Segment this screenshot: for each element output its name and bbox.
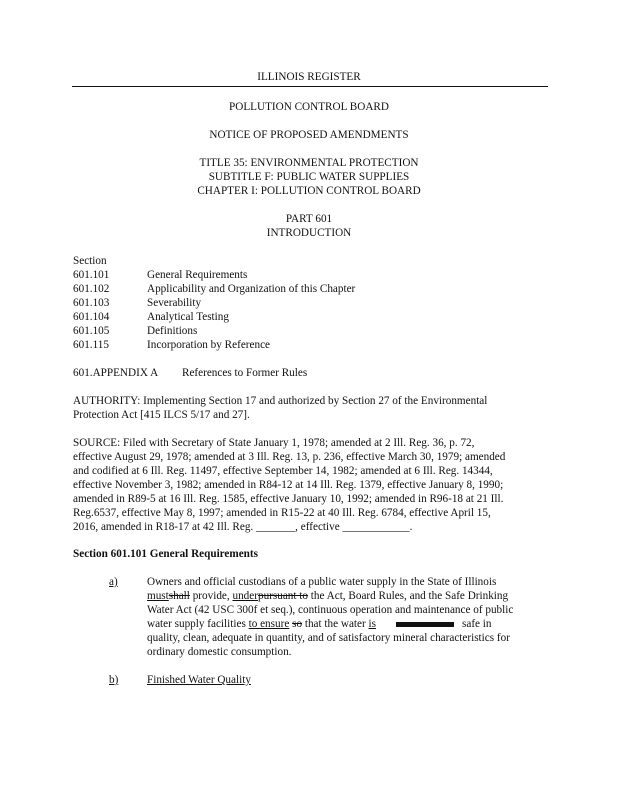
toc-row-title: General Requirements [147,269,248,281]
subsection-a-line: ordinary domestic consumption. [147,646,292,658]
register-header: ILLINOIS REGISTER [257,71,361,83]
toc-heading: Section [73,255,107,267]
toc-row-number: 601.105 [73,325,110,337]
part-line: PART 601 [285,213,333,225]
source-line: amended in R89-5 at 16 Ill. Reg. 1585, effective January 10, 1992; amended in R96-18 at 21 Ill. [73,493,504,505]
toc-row-number: 601.115 [73,339,109,351]
source-line: and codified at 6 Ill. Reg. 11497, effective September 14, 1982; amended at 6 Ill. Reg. 14344, [73,465,493,477]
toc-row-title: Incorporation by Reference [147,339,271,351]
source-line: Reg.6537, effective May 8, 1997; amended in R15-22 at 40 Ill. Reg. 6784, effective April 15, [73,507,491,519]
inserted-text: is [368,618,376,630]
section-heading: Section 601.101 General Requirements [73,548,258,560]
appendix-number: 601.APPENDIX A [73,367,159,379]
subsection-b-title: Finished Water Quality [147,674,251,686]
source-line: effective November 3, 1982; amended in R84-12 at 14 Ill. Reg. 1379, effective January 8, 1990; [73,479,504,491]
inserted-text: must [147,590,169,602]
chapter-line: CHAPTER I: POLLUTION CONTROL BOARD [197,185,421,197]
toc-row-title: Severability [147,297,202,309]
subsection-a-line: water supply facilities to ensure so that the water is safe in [147,618,492,630]
struck-text: so [292,618,303,630]
struck-text: shall [168,590,190,602]
toc-row-title: Applicability and Organization of this Chapter [147,283,356,295]
inserted-text: to ensure [248,618,290,630]
source-line: SOURCE: Filed with Secretary of State January 1, 1978; amended at 2 Ill. Reg. 36, p. 72, [73,437,475,449]
part-name-line: INTRODUCTION [266,227,352,239]
toc-row-number: 601.101 [73,269,110,281]
authority-line: Protection Act [415 ILCS 5/17 and 27]. [73,409,250,421]
subtitle-line: SUBTITLE F: PUBLIC WATER SUPPLIES [208,171,410,183]
toc-row-number: 601.103 [73,297,110,309]
header-rule [72,86,548,87]
toc-row-number: 601.104 [73,311,110,323]
title-line: TITLE 35: ENVIRONMENTAL PROTECTION [199,157,419,169]
subsection-a-line: quality, clean, adequate in quantity, and of satisfactory mineral characteristics for [147,632,510,644]
board-header: POLLUTION CONTROL BOARD [229,101,389,113]
toc-row-title: Analytical Testing [147,311,229,323]
source-line: effective August 29, 1978; amended at 3 Ill. Reg. 13, p. 236, effective March 30, 1979; amended [73,451,506,463]
subsection-a-label: a) [109,576,118,588]
authority-line: AUTHORITY: Implementing Section 17 and authorized by Section 27 of the Environmental [73,395,488,407]
toc-row-title: Definitions [147,325,198,337]
subsection-b-label: b) [109,674,119,686]
struck-text: pursuant to [257,590,308,602]
notice-header: NOTICE OF PROPOSED AMENDMENTS [209,129,409,141]
subsection-a-line: mustshall provide, underpursuant to the Act, Board Rules, and the Safe Drinking [147,590,509,602]
toc-row-number: 601.102 [73,283,110,295]
source-line: 2016, amended in R18-17 at 42 Ill. Reg. _______, effective ____________. [73,521,413,533]
subsection-a-line: Owners and official custodians of a public water supply in the State of Illinois [147,576,497,588]
inserted-text: under [232,590,258,602]
subsection-a-line: Water Act (42 USC 300f et seq.), continuous operation and maintenance of public [147,604,514,616]
appendix-title: References to Former Rules [182,367,308,379]
redaction-bar [396,622,454,627]
